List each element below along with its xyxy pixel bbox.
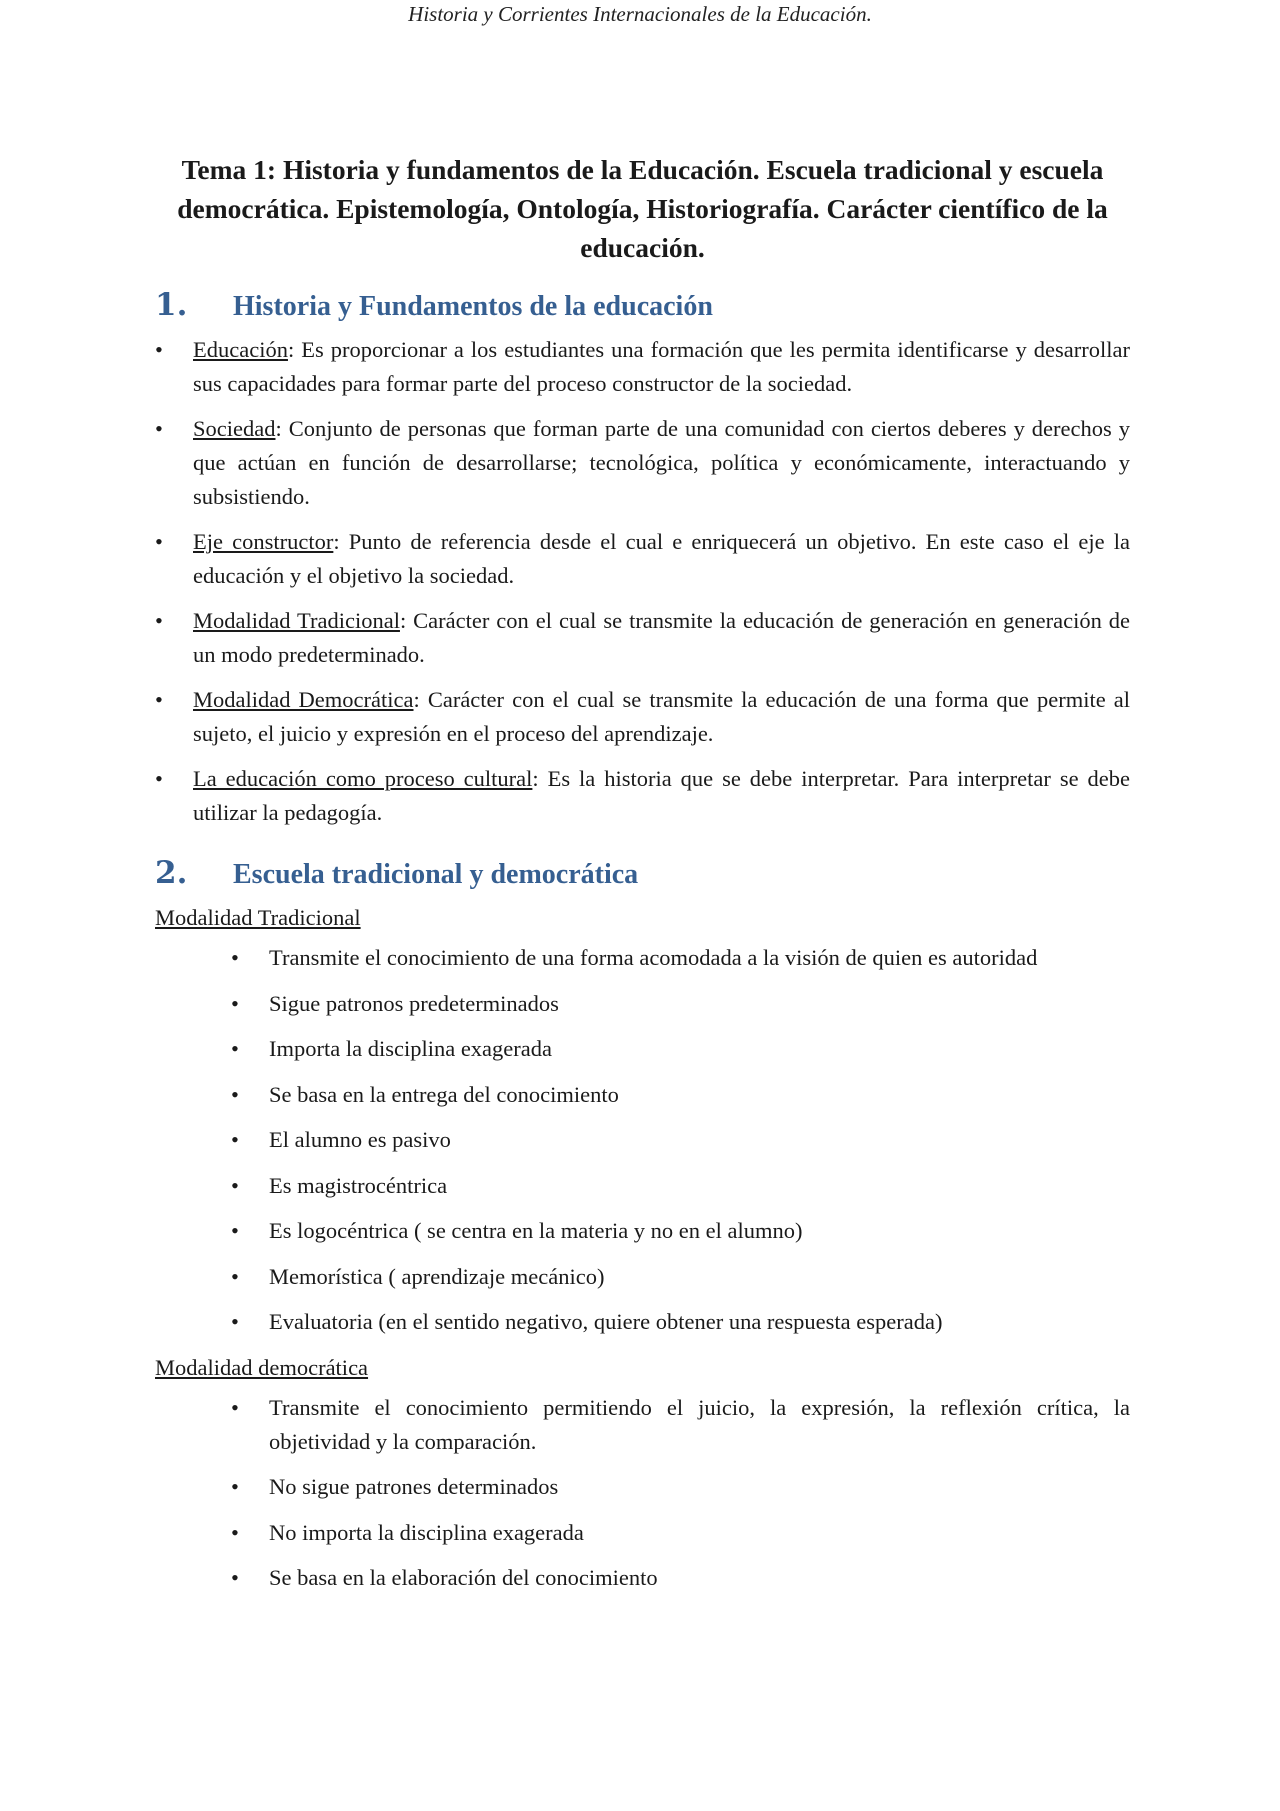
bullet: • <box>231 1127 239 1152</box>
section-title: Escuela tradicional y democrática <box>233 859 639 890</box>
definition-text: : Es la historia que se debe interpretar. Para interpretar se debe utilizar la pedagogía. <box>193 766 1130 825</box>
bullet: • <box>155 416 163 441</box>
group-label-democratica: Modalidad democrática <box>155 1354 369 1380</box>
list-item <box>155 1391 1130 1459</box>
definition-term: La educación como proceso cultural <box>193 766 533 791</box>
democratica-list <box>155 1391 1130 1596</box>
section-heading-2 <box>155 855 1130 891</box>
list-item <box>155 1078 1130 1112</box>
section-number: 2. <box>155 855 188 891</box>
bullet: • <box>231 1565 239 1590</box>
definition-item <box>155 333 1130 401</box>
definition-text: : Carácter con el cual se transmite la educación de generación en generación de un modo predeterminado. <box>193 608 1131 667</box>
bullet: • <box>155 529 163 554</box>
document-title: Tema 1: Historia y fundamentos de la Educación. Escuela tradicional y escuela democrática. Epistemología, Ontología, Historiografía. Carácter científico de la educación. <box>177 154 1108 263</box>
bullet: • <box>231 1309 239 1334</box>
page-content <box>155 150 1130 1607</box>
definition-text: : Punto de referencia desde el cual e enriquecerá un objetivo. En este caso el eje la educación y el objetivo la sociedad. <box>193 529 1131 588</box>
list-item-text: Se basa en la entrega del conocimiento <box>269 1081 619 1107</box>
definition-item <box>155 683 1130 751</box>
definition-term: Educación <box>193 337 288 362</box>
section-number: 1. <box>155 287 188 323</box>
definition-text: : Es proporcionar a los estudiantes una formación que les permita identificarse y desarrollar sus capacidades para formar parte del proceso constructor de la sociedad. <box>193 337 1130 396</box>
definition-item <box>155 762 1130 830</box>
definition-text: : Conjunto de personas que forman parte de una comunidad con ciertos deberes y derechos y que actúan en función de desarrollarse; tecnológica, política y económicamente, interactuando y subsistiendo. <box>193 416 1130 509</box>
list-item-text: Importa la disciplina exagerada <box>269 1036 552 1061</box>
definition-term: Eje constructor <box>193 529 334 554</box>
bullet: • <box>231 1218 239 1243</box>
bullet: • <box>231 990 239 1016</box>
list-item-text: Sigue patronos predeterminados <box>269 990 559 1016</box>
bullet: • <box>231 1036 239 1061</box>
definition-text: : Carácter con el cual se transmite la educación de una forma que permite al sujeto, el juicio y expresión en el proceso del aprendizaje. <box>193 687 1130 746</box>
definition-item <box>155 525 1130 593</box>
list-item <box>155 1561 1130 1595</box>
section-spacer <box>155 841 1130 855</box>
bullet: • <box>231 1474 239 1499</box>
list-item-text: El alumno es pasivo <box>269 1127 451 1152</box>
list-item <box>155 1260 1130 1294</box>
bullet: • <box>155 687 163 712</box>
definition-item <box>155 412 1130 514</box>
list-item <box>155 941 1130 975</box>
definition-item <box>155 604 1130 672</box>
bullet: • <box>231 1394 239 1420</box>
list-item <box>155 987 1130 1021</box>
list-item-text: Es magistrocéntrica <box>269 1172 448 1198</box>
list-item <box>155 1516 1130 1550</box>
bullet: • <box>231 1172 239 1198</box>
list-item-text: Evaluatoria (en el sentido negativo, quiere obtener una respuesta esperada) <box>269 1309 943 1334</box>
bullet: • <box>155 337 163 362</box>
section-heading-1 <box>155 287 1130 323</box>
list-item-text: Memorística ( aprendizaje mecánico) <box>269 1263 605 1289</box>
section-title: Historia y Fundamentos de la educación <box>233 291 713 322</box>
list-item-text: No importa la disciplina exagerada <box>269 1519 584 1545</box>
list-item <box>155 1123 1130 1157</box>
definition-term: Sociedad <box>193 416 276 441</box>
definitions-list <box>155 333 1130 830</box>
bullet: • <box>155 608 163 633</box>
list-item <box>155 1470 1130 1504</box>
definition-term: Modalidad Tradicional <box>193 608 400 633</box>
bullet: • <box>231 1519 239 1545</box>
list-item <box>155 1214 1130 1248</box>
bullet: • <box>231 1263 239 1289</box>
bullet: • <box>155 766 163 791</box>
list-item <box>155 1169 1130 1203</box>
group-label-tradicional: Modalidad Tradicional <box>155 905 361 930</box>
bullet: • <box>231 945 239 970</box>
tradicional-list <box>155 941 1130 1339</box>
list-item-text: Es logocéntrica ( se centra en la materia y no en el alumno) <box>269 1218 803 1243</box>
list-item-text: Transmite el conocimiento de una forma acomodada a la visión de quien es autoridad <box>269 945 1038 970</box>
bullet: • <box>231 1081 239 1107</box>
definition-term: Modalidad Democrática <box>193 687 414 712</box>
running-header: Historia y Corrientes Internacionales de la Educación. <box>408 2 872 26</box>
list-item-text: Transmite el conocimiento permitiendo el juicio, la expresión, la reflexión crítica, la objetividad y la comparación. <box>269 1394 1130 1454</box>
list-item <box>155 1305 1130 1339</box>
list-item-text: No sigue patrones determinados <box>269 1474 559 1499</box>
list-item-text: Se basa en la elaboración del conocimiento <box>269 1565 658 1590</box>
list-item <box>155 1032 1130 1066</box>
